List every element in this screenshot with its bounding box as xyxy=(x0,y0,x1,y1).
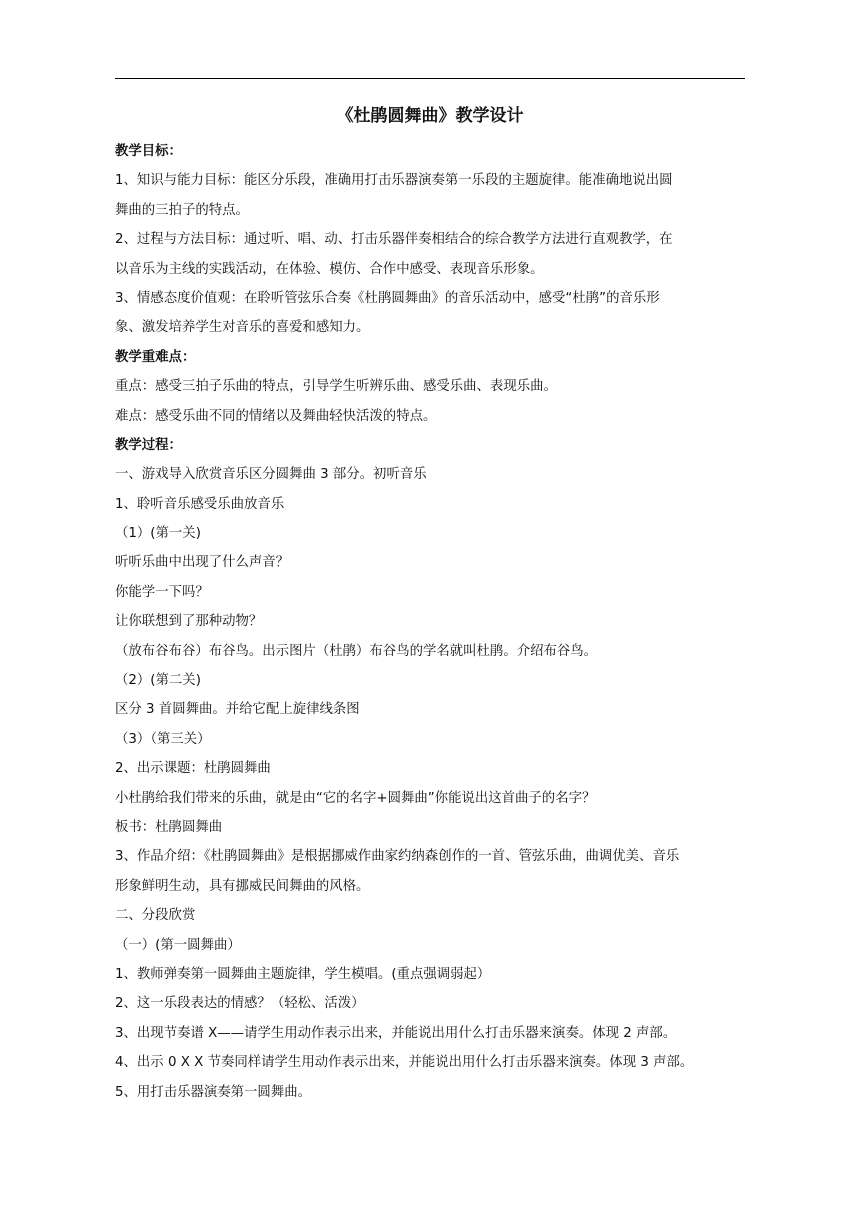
text-line: 3、情感态度价值观：在聆听管弦乐合奏《杜鹃圆舞曲》的音乐活动中，感受“杜鹃”的音乐形 xyxy=(115,290,660,306)
text-line: 1、聆听音乐感受乐曲放音乐 xyxy=(115,496,285,512)
text-line: 2、过程与方法目标：通过听、唱、动、打击乐器伴奏相结合的综合教学方法进行直观教学，在 xyxy=(115,232,673,248)
text-line: 4、出示 0 X X 节奏同样请学生用动作表示出来，并能说出用什么打击乐器来演奏。体现 3 声部。 xyxy=(115,1055,694,1071)
text-line: （2）(第二关) xyxy=(115,673,201,689)
document-title: 《杜鹃圆舞曲》教学设计 xyxy=(336,106,524,126)
text-line: 一、游戏导入欣赏音乐区分圆舞曲 3 部分。初听音乐 xyxy=(115,467,427,483)
document-body xyxy=(115,137,751,1107)
text-line: 5、用打击乐器演奏第一圆舞曲。 xyxy=(115,1084,311,1100)
text-line: 以音乐为主线的实践活动，在体验、模仿、合作中感受、表现音乐形象。 xyxy=(115,261,544,277)
text-line: 板书：杜鹃圆舞曲 xyxy=(115,819,223,835)
text-line: （3）（第三关） xyxy=(115,731,211,747)
text-line: 小杜鹃给我们带来的乐曲，就是由“它的名字+圆舞曲”你能说出这首曲子的名字？ xyxy=(115,790,596,806)
section-heading: 教学过程： xyxy=(115,437,182,453)
text-line: 听听乐曲中出现了什么声音？ xyxy=(115,555,290,571)
text-line: 区分 3 首圆舞曲。并给它配上旋律线条图 xyxy=(115,702,360,718)
text-line: 象、激发培养学生对音乐的喜爱和感知力。 xyxy=(115,320,370,336)
header-rule xyxy=(115,78,745,79)
text-line: 重点：感受三拍子乐曲的特点，引导学生听辨乐曲、感受乐曲、表现乐曲。 xyxy=(115,379,557,395)
section-heading: 教学目标： xyxy=(115,144,182,159)
text-line: 2、这一乐段表达的情感？（轻松、活泼） xyxy=(115,996,365,1012)
text-line: 1、教师弹奏第一圆舞曲主题旋律，学生模唱。(重点强调弱起） xyxy=(115,966,491,982)
section-heading: 教学重难点： xyxy=(115,349,196,365)
text-line: 3、出现节奏谱 X——请学生用动作表示出来，并能说出用什么打击乐器来演奏。体现 2 声部。 xyxy=(115,1025,677,1041)
text-line: （一）(第一圆舞曲） xyxy=(115,937,241,953)
text-line: 1、知识与能力目标：能区分乐段，准确用打击乐器演奏第一乐段的主题旋律。能准确地说出圆 xyxy=(115,173,673,189)
text-line: 你能学一下吗？ xyxy=(115,584,209,600)
text-line: 二、分段欣赏 xyxy=(115,908,196,924)
text-line: 舞曲的三拍子的特点。 xyxy=(115,202,249,218)
text-line: （1）(第一关) xyxy=(115,526,201,542)
text-line: 3、作品介绍：《杜鹃圆舞曲》是根据挪威作曲家约纳森创作的一首、管弦乐曲，曲调优美、音乐 xyxy=(115,849,680,865)
text-line: （放布谷布谷）布谷鸟。出示图片（杜鹃）布谷鸟的学名就叫杜鹃。介绍布谷鸟。 xyxy=(115,643,598,659)
text-line: 让你联想到了那种动物？ xyxy=(115,614,263,630)
text-line: 难点：感受乐曲不同的情绪以及舞曲轻快活泼的特点。 xyxy=(115,408,437,424)
text-line: 形象鲜明生动，具有挪威民间舞曲的风格。 xyxy=(115,878,370,894)
text-line: 2、出示课题：杜鹃圆舞曲 xyxy=(115,761,271,777)
